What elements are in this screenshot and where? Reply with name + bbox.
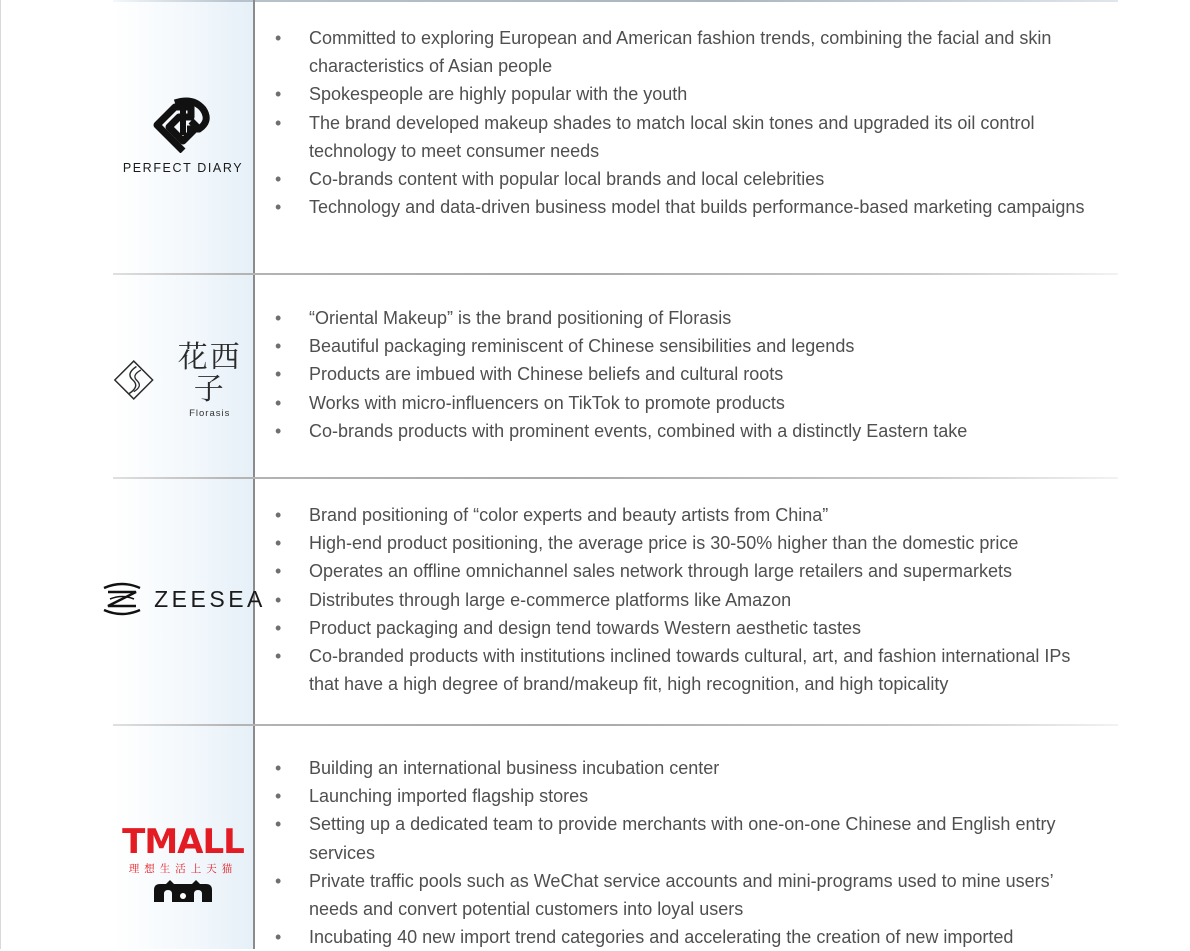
list-item: • Setting up a dedicated team to provide merchants with one-on-one Chinese and English entry services <box>275 810 1105 866</box>
page-edge <box>0 0 1 949</box>
list-item: • Beautiful packaging reminiscent of Chinese sensibilities and legends <box>275 332 1105 360</box>
list-item: • Co-branded products with institutions inclined towards cultural, art, and fashion international IPs that have a high degree of brand/makeup fit, high recognition, and high topicality <box>275 642 1105 698</box>
tmall-logo <box>113 822 253 904</box>
list-item: • Works with micro-influencers on TikTok to promote products <box>275 389 1105 417</box>
list-item: • Co-brands products with prominent events, combined with a distinctly Eastern take <box>275 417 1105 445</box>
list-item: • Product packaging and design tend towards Western aesthetic tastes <box>275 614 1105 642</box>
list-item: • Incubating 40 new import trend categories and accelerating the creation of new imported <box>275 923 1105 951</box>
florasis-english-name: Florasis <box>189 407 231 419</box>
row-divider <box>113 273 1118 275</box>
tmall-bullets <box>275 754 1105 951</box>
column-divider <box>253 0 255 949</box>
zeesea-icon <box>100 582 144 616</box>
zeesea-wordmark: ZEESEA <box>154 585 266 612</box>
list-item: • Products are imbued with Chinese beliefs and cultural roots <box>275 360 1105 388</box>
florasis-logo <box>113 340 253 420</box>
zeesea-logo <box>113 575 266 623</box>
florasis-icon <box>113 357 154 403</box>
row-divider <box>113 477 1118 479</box>
list-item: • Technology and data-driven business model that builds performance-based marketing campaigns <box>275 193 1105 221</box>
florasis-bullets <box>275 304 1105 445</box>
list-item: • Building an international business incubation center <box>275 754 1105 782</box>
list-item: • High-end product positioning, the average price is 30-50% higher than the domestic price <box>275 529 1105 557</box>
list-item: • Committed to exploring European and American fashion trends, combining the facial and skin characteristics of Asian people <box>275 24 1105 80</box>
list-item: • The brand developed makeup shades to match local skin tones and upgraded its oil control technology to meet consumer needs <box>275 109 1105 165</box>
florasis-chinese-name: 花西子 <box>177 339 242 407</box>
list-item: • Distributes through large e-commerce platforms like Amazon <box>275 586 1105 614</box>
perfect-diary-bullets <box>275 24 1105 221</box>
list-item: • Launching imported flagship stores <box>275 782 1105 810</box>
list-item: • Co-brands content with popular local brands and local celebrities <box>275 165 1105 193</box>
row-divider <box>113 724 1118 726</box>
perfect-diary-logo <box>113 70 253 200</box>
list-item: • “Oriental Makeup” is the brand positioning of Florasis <box>275 304 1105 332</box>
tmall-slogan: 理想生活上天猫 <box>128 862 238 875</box>
list-item: • Operates an offline omnichannel sales network through large retailers and supermarkets <box>275 557 1105 585</box>
zeesea-bullets <box>275 501 1105 698</box>
top-divider <box>113 0 1118 2</box>
tmall-cat-icon <box>152 880 214 902</box>
list-item: • Spokespeople are highly popular with the youth <box>275 80 1105 108</box>
list-item: • Brand positioning of “color experts and beauty artists from China” <box>275 501 1105 529</box>
list-item: • Private traffic pools such as WeChat service accounts and mini-programs used to mine users’ needs and convert potential customers into loyal users <box>275 867 1105 923</box>
perfect-diary-wordmark: PERFECT DIARY <box>122 161 244 175</box>
perfect-diary-icon <box>153 95 213 153</box>
tmall-wordmark: TMALL <box>122 821 244 862</box>
